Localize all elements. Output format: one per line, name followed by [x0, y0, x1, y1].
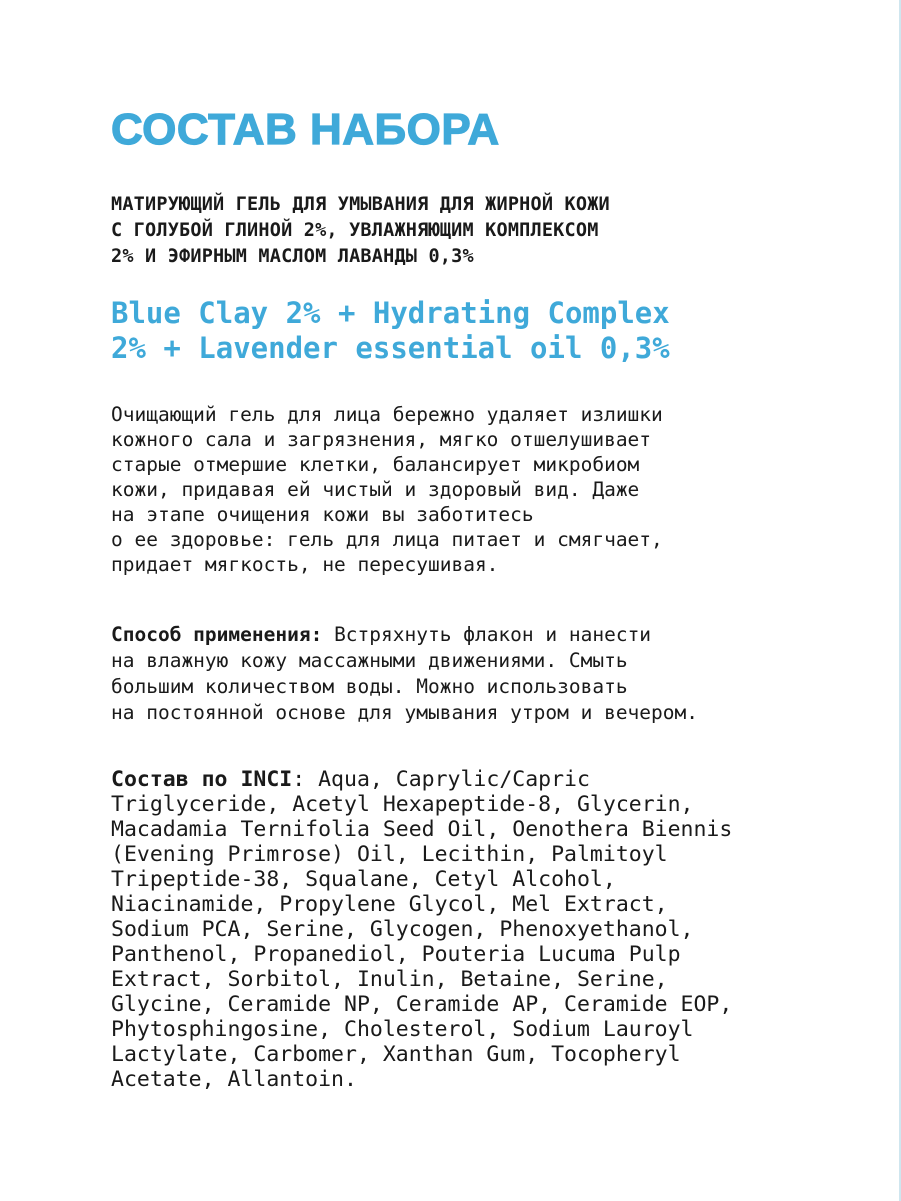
product-name-en	[111, 296, 670, 366]
product-name-line: 2% И ЭФИРНЫМ МАСЛОМ ЛАВАНДЫ 0,3%	[111, 246, 474, 267]
usage-text: Встряхнуть флакон и нанести	[322, 623, 652, 646]
page-title: СОСТАВ НАБОРА	[111, 105, 500, 154]
description-line: о ее здоровье: гель для лица питает и смягчает,	[111, 528, 663, 551]
description-line: старые отмершие клетки, балансирует микробиом	[111, 453, 640, 476]
product-name-ru	[111, 192, 610, 270]
inci-line: Sodium PCA, Serine, Glycogen, Phenoxyethanol,	[111, 917, 694, 942]
usage-line: большим количеством воды. Можно использовать	[111, 675, 628, 698]
inci-label: Состав по INCI	[111, 767, 293, 792]
inci-line: Niacinamide, Propylene Glycol, Mel Extract,	[111, 892, 668, 917]
description-line: придает мягкость, не пересушивая.	[111, 553, 499, 576]
inci-line: Extract, Sorbitol, Inulin, Betaine, Serine,	[111, 967, 668, 992]
usage-section	[111, 622, 698, 726]
product-name-line: МАТИРУЮЩИЙ ГЕЛЬ ДЛЯ УМЫВАНИЯ ДЛЯ ЖИРНОЙ КОЖИ	[111, 194, 610, 215]
inci-line: Tripeptide-38, Squalane, Cetyl Alcohol,	[111, 867, 616, 892]
inci-line: Panthenol, Propanediol, Pouteria Lucuma Pulp	[111, 942, 681, 967]
inci-line: Phytosphingosine, Cholesterol, Sodium Lauroyl	[111, 1017, 694, 1042]
usage-line: на постоянной основе для умывания утром и вечером.	[111, 701, 698, 724]
inci-line: (Evening Primrose) Oil, Lecithin, Palmitoyl	[111, 842, 668, 867]
product-name-en-line: Blue Clay 2% + Hydrating Complex	[111, 296, 670, 330]
inci-first-line	[111, 767, 732, 792]
inci-line: Triglyceride, Acetyl Hexapeptide-8, Glycerin,	[111, 792, 694, 817]
inci-line: Macadamia Ternifolia Seed Oil, Oenothera Biennis	[111, 817, 733, 842]
usage-label: Способ применения:	[111, 623, 323, 646]
inci-line: Lactylate, Carbomer, Xanthan Gum, Tocopheryl	[111, 1042, 681, 1067]
inci-line: Acetate, Allantoin.	[111, 1067, 357, 1092]
description-line: на этапе очищения кожи вы заботитесь	[111, 503, 534, 526]
usage-line: на влажную кожу массажными движениями. Смыть	[111, 649, 628, 672]
inci-line: Glycine, Ceramide NP, Ceramide AP, Ceramide EOP,	[111, 992, 733, 1017]
description-line: Очищающий гель для лица бережно удаляет излишки	[111, 403, 663, 426]
description-line: кожи, придавая ей чистый и здоровый вид. Даже	[111, 478, 640, 501]
inci-section	[111, 767, 732, 1092]
product-name-en-line: 2% + Lavender essential oil 0,3%	[111, 331, 670, 365]
product-description	[111, 402, 663, 577]
usage-first-line	[111, 622, 698, 648]
product-name-line: С ГОЛУБОЙ ГЛИНОЙ 2%, УВЛАЖНЯЮЩИМ КОМПЛЕКСОМ	[111, 220, 599, 241]
description-line: кожного сала и загрязнения, мягко отшелушивает	[111, 428, 652, 451]
inci-text: : Aqua, Caprylic/Capric	[292, 767, 590, 792]
